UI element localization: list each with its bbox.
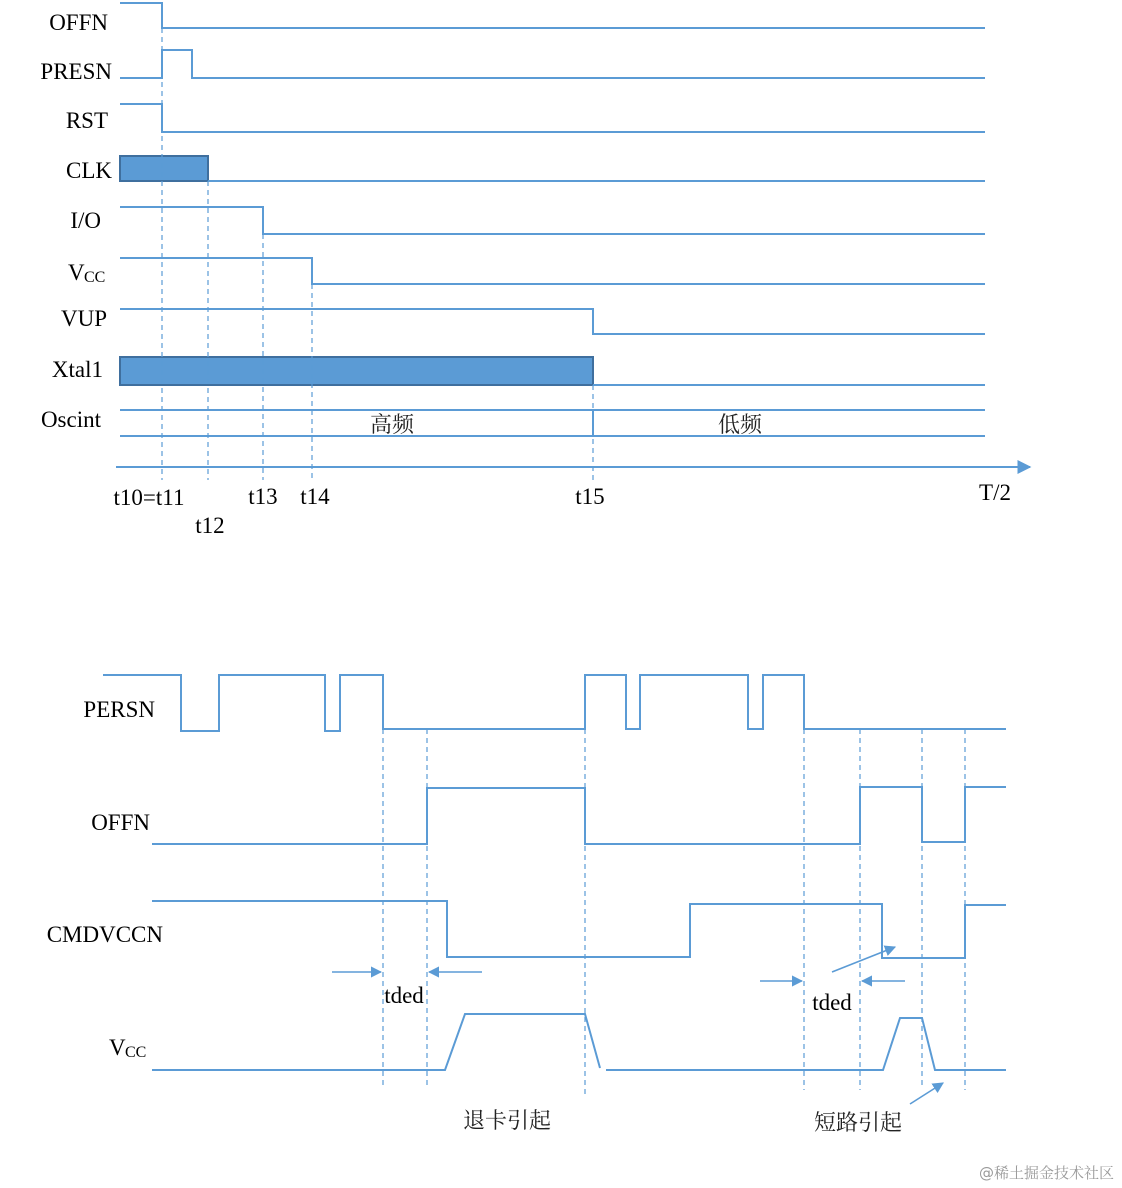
caption-card-removal: 退卡引起 bbox=[462, 1109, 552, 1134]
pointer-arrow-vcc bbox=[910, 1083, 943, 1104]
waveform-offn-2 bbox=[152, 787, 1006, 844]
power-down-sequence-diagram bbox=[40, 3, 1030, 538]
signal-label-offn-2: OFFN bbox=[91, 810, 150, 835]
waveform-vcc bbox=[120, 258, 985, 284]
waveform-persn bbox=[103, 675, 1006, 731]
signal-label-presn: PRESN bbox=[40, 59, 112, 84]
signal-label-oscint: Oscint bbox=[40, 407, 101, 432]
waveform-presn bbox=[120, 50, 985, 78]
time-label-t15: t15 bbox=[575, 484, 605, 509]
signal-label-vcc-2-subscript: CC bbox=[125, 1044, 147, 1061]
tded-label-1: tded bbox=[384, 983, 424, 1008]
oscint-high-frequency-label: 高频 bbox=[369, 413, 415, 438]
waveform-clk-block bbox=[120, 156, 208, 181]
caption-short-circuit: 短路引起 bbox=[813, 1111, 903, 1136]
deactivation-events-diagram bbox=[47, 675, 1006, 1136]
waveform-offn bbox=[120, 3, 985, 28]
waveform-rst bbox=[120, 104, 985, 132]
signal-label-cmdvccn: CMDVCCN bbox=[46, 922, 163, 947]
waveform-cmdvccn bbox=[152, 901, 1006, 958]
waveform-xtal1-block bbox=[120, 357, 593, 385]
waveform-vcc-2 bbox=[152, 1014, 1006, 1070]
signal-label-vup: VUP bbox=[60, 306, 107, 331]
signal-label-vcc-subscript: CC bbox=[84, 269, 106, 286]
waveform-vup bbox=[120, 309, 985, 334]
time-label-t13: t13 bbox=[248, 484, 278, 509]
time-label-t12: t12 bbox=[195, 513, 225, 538]
signal-label-vcc-main: V bbox=[68, 260, 85, 285]
signal-label-persn: PERSN bbox=[83, 697, 155, 722]
pointer-arrow-cmdvccn bbox=[832, 947, 895, 972]
signal-label-io: I/O bbox=[70, 208, 101, 233]
tded-label-2: tded bbox=[812, 990, 852, 1015]
signal-label-offn: OFFN bbox=[49, 10, 108, 35]
signal-label-rst: RST bbox=[65, 108, 108, 133]
waveform-io bbox=[120, 207, 985, 234]
watermark-text: @稀土掘金技术社区 bbox=[978, 1164, 1114, 1182]
signal-label-vcc-2 bbox=[109, 1035, 146, 1061]
signal-label-xtal1: Xtal1 bbox=[51, 357, 103, 382]
time-label-t10-t11: t10=t11 bbox=[113, 485, 185, 510]
signal-label-vcc-2-main: V bbox=[109, 1035, 126, 1060]
time-label-t14: t14 bbox=[300, 484, 330, 509]
signal-label-clk: CLK bbox=[66, 158, 112, 183]
time-axis-end-label: T/2 bbox=[979, 480, 1011, 505]
oscint-low-frequency-label: 低频 bbox=[717, 413, 763, 438]
signal-label-vcc bbox=[68, 260, 105, 286]
